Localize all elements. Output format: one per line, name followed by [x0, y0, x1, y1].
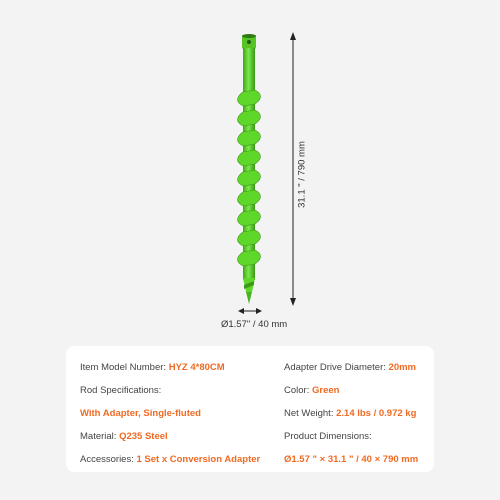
length-dimension-label: 31.1 " / 790 mm [296, 141, 308, 208]
spec-column-right [284, 356, 418, 471]
auger-tip [243, 278, 255, 304]
spec-row-rod [80, 379, 260, 402]
spec-row-weight [284, 402, 418, 425]
length-dimension-line [290, 32, 296, 306]
spec-panel [66, 346, 434, 472]
auger-flights [238, 90, 261, 266]
spec-value: With Adapter, Single-fluted [80, 408, 201, 419]
spec-row-color [284, 379, 418, 402]
spec-row-adapter [284, 356, 418, 379]
spec-label: Rod Specifications: [80, 385, 162, 396]
diameter-dimension-line [238, 308, 262, 314]
spec-label: Material: [80, 431, 120, 442]
diameter-dimension-label: Ø1.57" / 40 mm [221, 319, 288, 330]
spec-value: Q235 Steel [119, 431, 168, 442]
spec-label: Net Weight: [284, 408, 337, 419]
spec-row-dimensions [284, 425, 418, 448]
spec-column-left [80, 356, 260, 471]
spec-value: 20mm [388, 362, 417, 373]
spec-label: Item Model Number: [80, 362, 169, 373]
hex-adapter [242, 34, 256, 49]
spec-row-accessories [80, 448, 260, 471]
spec-row-rod-value [80, 402, 260, 425]
spec-row-dimensions-value [284, 448, 418, 471]
spec-value: HYZ 4*80CM [168, 362, 225, 373]
spec-label: Product Dimensions: [284, 431, 372, 442]
spec-value: Green [311, 385, 340, 396]
spec-label: Accessories: [80, 454, 137, 465]
spec-value: Ø1.57 " × 31.1 " / 40 × 790 mm [284, 454, 419, 465]
spec-label: Color: [284, 385, 312, 396]
spec-value: 2.14 lbs / 0.972 kg [336, 408, 417, 419]
spec-label: Adapter Drive Diameter: [284, 362, 389, 373]
spec-row-material [80, 425, 260, 448]
spec-row-model [80, 356, 260, 379]
spec-value: 1 Set x Conversion Adapter [136, 454, 261, 465]
